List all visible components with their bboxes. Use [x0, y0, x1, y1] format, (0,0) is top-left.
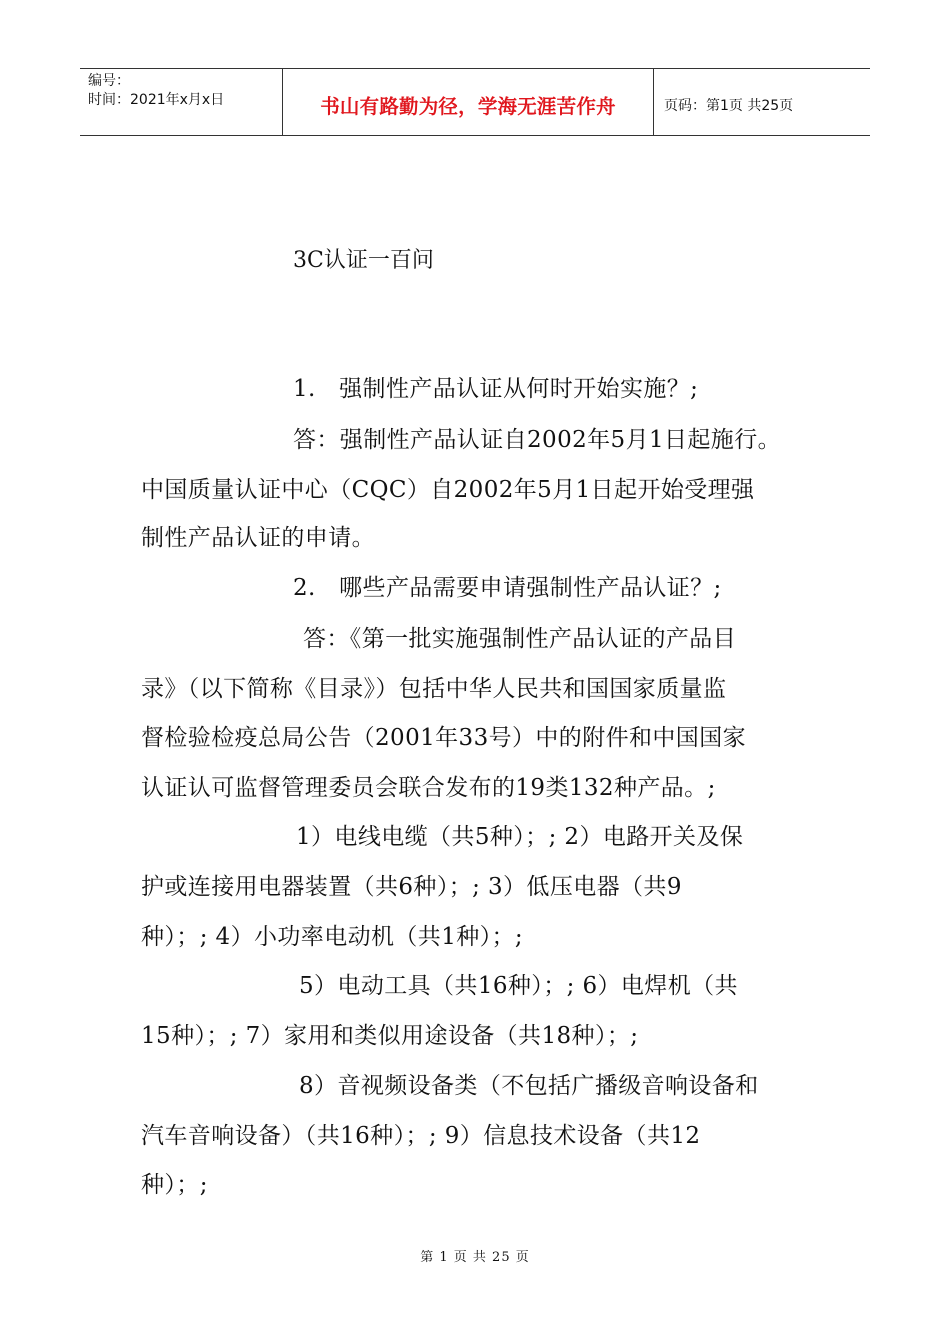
number-label: 编号：	[88, 73, 130, 89]
list-line-2: 护或连接用电器装置（共6种）；; 3）低压电器（共9	[141, 874, 682, 900]
answer-2-line-2: 录》（以下简称《目录》）包括中华人民共和国国家质量监	[141, 676, 727, 702]
list-line-3: 种）；; 4）小功率电动机（共1种）；;	[141, 924, 524, 950]
answer-2-line-4: 认证认可监督管理委员会联合发布的19类132种产品。;	[141, 775, 716, 801]
answer-1-line-3: 制性产品认证的申请。	[141, 525, 375, 551]
time-label: 时间：2021年x月x日	[88, 92, 225, 108]
page-footer: 第 1 页 共 25 页	[420, 1250, 530, 1265]
list-line-1: 1）电线电缆（共5种）；; 2）电路开关及保	[296, 824, 744, 850]
question-1: 1. 强制性产品认证从何时开始实施？;	[293, 376, 699, 402]
document-title: 3C认证一百问	[293, 248, 434, 273]
answer-2-line-3: 督检验检疫总局公告（2001年33号）中的附件和中国国家	[141, 725, 746, 751]
answer-1-line-2: 中国质量认证中心（CQC）自2002年5月1日起开始受理强	[141, 477, 755, 503]
header-motto: 书山有路勤为径，学海无涯苦作舟	[282, 69, 654, 135]
header-page-info: 页码：第1页 共25页	[664, 98, 794, 114]
list-line-8: 种）；;	[141, 1172, 208, 1198]
question-2: 2. 哪些产品需要申请强制性产品认证？;	[293, 575, 722, 601]
answer-2-line-1: 答：《第一批实施强制性产品认证的产品目	[303, 626, 737, 652]
list-line-7: 汽车音响设备）（共16种）；; 9）信息技术设备（共12	[141, 1123, 701, 1149]
list-line-6: 8）音视频设备类（不包括广播级音响设备和	[299, 1073, 759, 1099]
answer-1-line-1: 答：强制性产品认证自2002年5月1日起施行。	[293, 427, 781, 453]
header-meta	[80, 69, 282, 135]
list-line-4: 5）电动工具（共16种）；; 6）电焊机（共	[299, 973, 738, 999]
page-header	[80, 68, 870, 136]
list-line-5: 15种）；; 7）家用和类似用途设备（共18种）；;	[141, 1023, 639, 1049]
